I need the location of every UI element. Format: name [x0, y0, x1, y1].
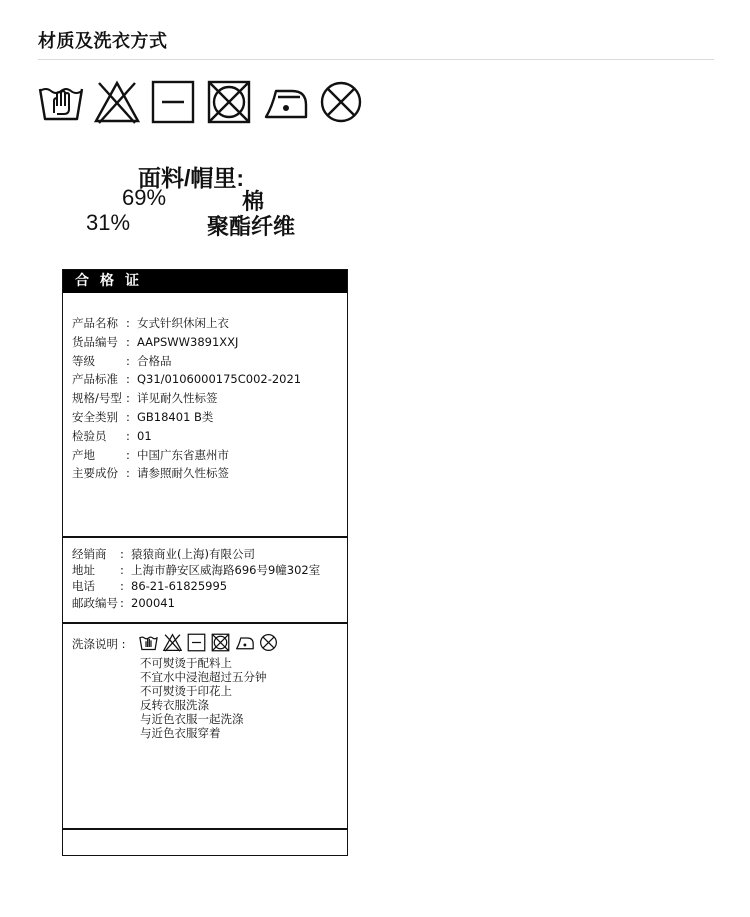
field-value: 中国广东省惠州市	[137, 447, 229, 462]
care-symbols-row	[38, 78, 364, 126]
section-divider	[63, 828, 347, 830]
info-row: 电话 : 86-21-61825995	[72, 579, 228, 594]
field-key: 安全类别	[72, 409, 118, 424]
field-key: 规格/号型	[72, 391, 122, 406]
distributor-info	[72, 546, 320, 611]
wash-note: 不可熨烫于配料上	[140, 656, 232, 670]
field-key: 经销商	[72, 547, 107, 561]
field-key: 等级	[72, 353, 95, 368]
field-key: 邮政编号	[72, 595, 118, 610]
no-tumble-dry-icon	[206, 79, 252, 125]
field-key: 产品名称	[72, 316, 118, 330]
field-value: 猿猿商业(上海)有限公司	[131, 547, 255, 561]
info-row: 安全类别 : GB18401 B类	[72, 408, 301, 427]
no-dry-clean-icon	[259, 633, 278, 652]
wash-symbols	[139, 633, 278, 652]
certificate-label	[62, 269, 348, 856]
certificate-title: 合格证	[63, 270, 347, 293]
info-row: 主要成份 : 请参照耐久性标签	[72, 464, 301, 483]
composition-material: 棉	[242, 189, 265, 214]
iron-low-heat-icon	[262, 79, 308, 125]
info-row: 地址 : 上海市静安区威海路696号9幢302室	[72, 563, 321, 578]
field-key: 地址	[72, 563, 95, 578]
field-key: 产地	[72, 447, 95, 462]
field-key: 主要成份	[72, 466, 118, 481]
composition-percent: 69%	[122, 185, 167, 210]
info-row: 产地 : 中国广东省惠州市	[72, 446, 301, 465]
field-value: Q31/0106000175C002-2021	[137, 372, 302, 387]
field-value: 200041	[131, 595, 175, 610]
no-bleach-icon	[94, 79, 140, 125]
info-row: 规格/号型 : 详见耐久性标签	[72, 389, 301, 408]
field-key: 产品标准	[72, 372, 118, 387]
field-value: 01	[137, 428, 152, 443]
composition-header: 面料/帽里:	[138, 165, 245, 191]
wash-note: 与近色衣服穿着	[140, 726, 221, 740]
info-row: 邮政编号 : 200041	[72, 595, 175, 610]
info-row: 等级 : 合格品	[72, 352, 301, 371]
field-value: 请参照耐久性标签	[137, 466, 229, 481]
dry-flat-icon	[187, 633, 206, 652]
wash-note: 不宜水中浸泡超过五分钟	[140, 670, 267, 684]
wash-notes	[140, 656, 267, 740]
field-value: 上海市静安区威海路696号9幢302室	[131, 563, 321, 578]
title-divider	[38, 59, 714, 60]
field-key: 货品编号	[72, 334, 118, 349]
field-value: 详见耐久性标签	[137, 391, 218, 406]
info-row: 产品名称 : 女式针织休闲上衣	[72, 314, 301, 333]
wash-note: 反转衣服洗涤	[140, 698, 209, 712]
no-dry-clean-icon	[318, 79, 364, 125]
field-value: 女式针织休闲上衣	[137, 316, 229, 330]
info-row: 产品标准 : Q31/0106000175C002-2021	[72, 370, 301, 389]
composition-material: 聚酯纤维	[207, 214, 296, 239]
iron-low-heat-icon	[235, 633, 254, 652]
section-divider	[63, 622, 347, 624]
field-key: 电话	[72, 579, 95, 594]
composition-percent: 31%	[86, 210, 131, 235]
no-bleach-icon	[163, 633, 182, 652]
field-key: 检验员	[72, 428, 107, 443]
no-tumble-dry-icon	[211, 633, 230, 652]
field-value: GB18401 B类	[137, 409, 214, 424]
section-divider	[63, 536, 347, 538]
wash-note: 不可熨烫于印花上	[140, 684, 232, 698]
field-value: 86-21-61825995	[131, 579, 228, 594]
dry-flat-icon	[150, 79, 196, 125]
info-row: 经销商 : 猿猿商业(上海)有限公司	[72, 547, 255, 561]
wash-note: 与近色衣服一起洗涤	[140, 712, 244, 726]
field-value: 合格品	[137, 353, 172, 368]
page-title: 材质及洗衣方式	[38, 31, 168, 52]
wash-label: 洗涤说明 :	[72, 637, 126, 651]
product-info	[72, 314, 301, 483]
hand-wash-icon	[139, 633, 158, 652]
field-value: AAPSWW3891XXJ	[137, 334, 239, 349]
hand-wash-icon	[38, 79, 84, 125]
info-row: 检验员 : 01	[72, 427, 301, 446]
info-row: 货品编号 : AAPSWW3891XXJ	[72, 333, 301, 352]
